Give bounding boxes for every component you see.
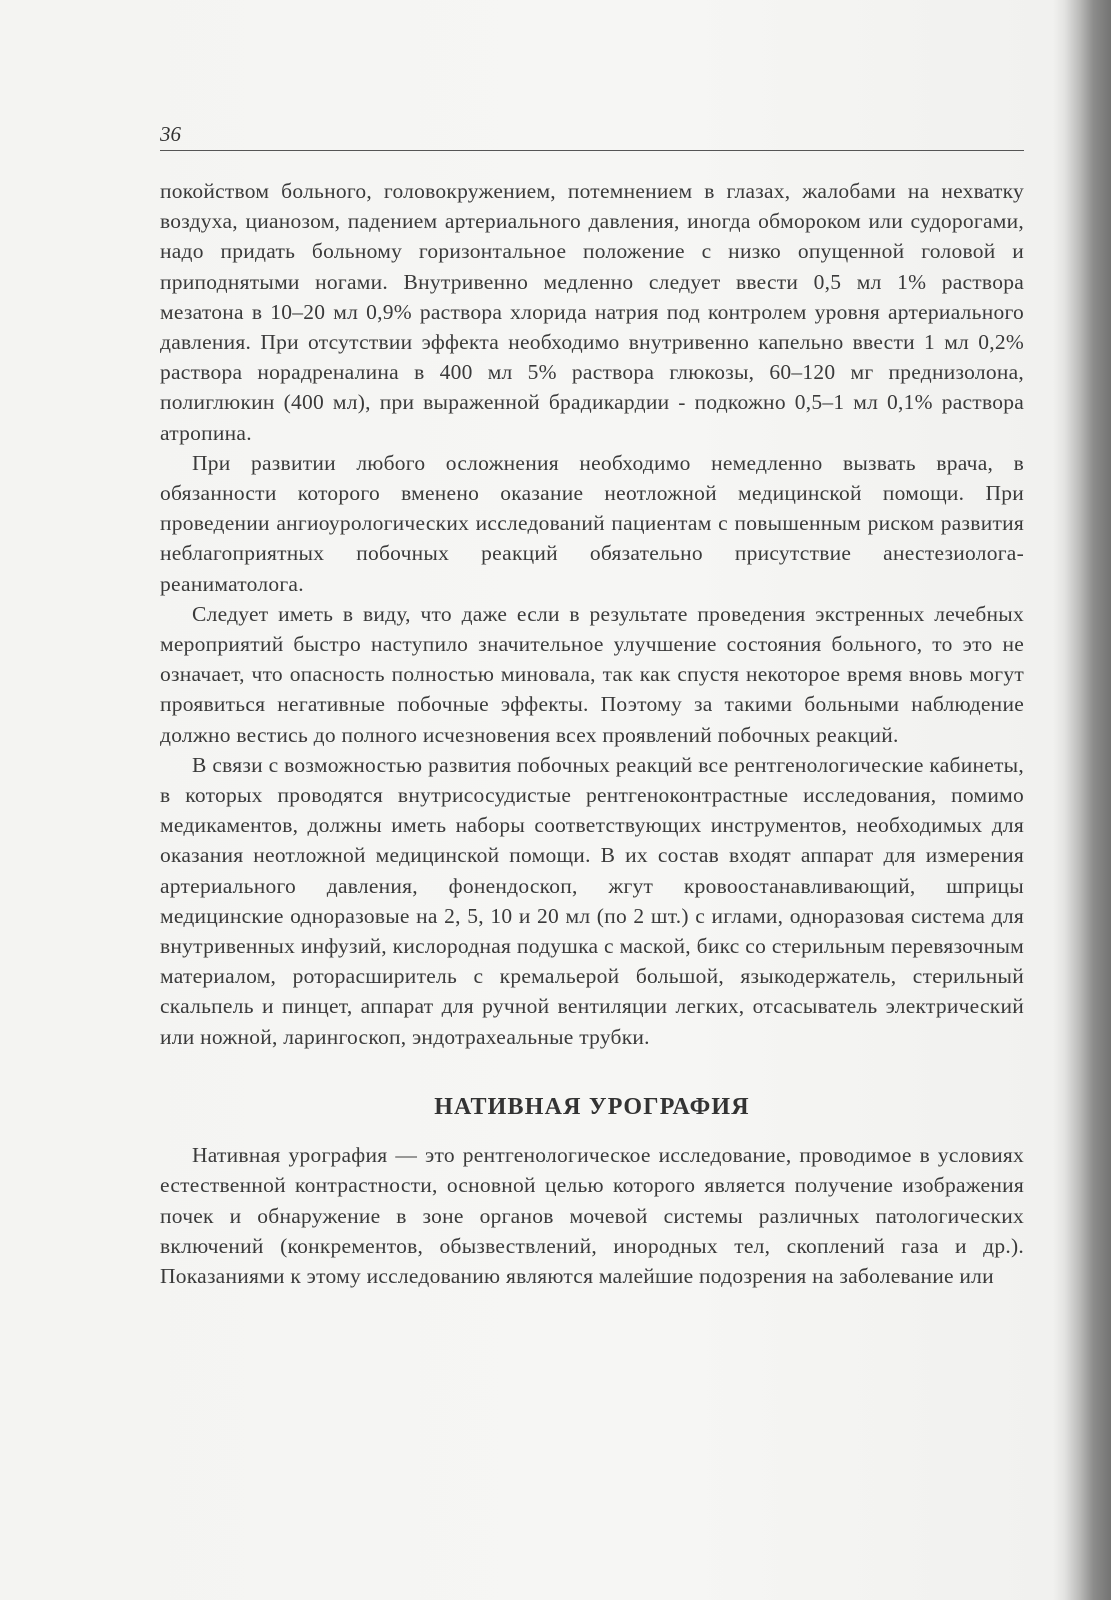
body-text	[160, 176, 1024, 1291]
paragraph: Следует иметь в виду, что даже если в результате проведения экстренных лечебных мероприятий быстро наступило значительное улучшение состояния больного, то это не означает, что опасность полностью миновала, так как спустя некоторое время вновь могут проявиться негативные побочные эффекты. Поэтому за такими больными наблюдение должно вестись до полного исчезновения всех проявлений побочных реакций.	[160, 601, 1024, 747]
page-header	[160, 122, 1024, 151]
paragraph: В связи с возможностью развития побочных реакций все рентгенологические кабинеты, в которых проводятся внутрисосудистые рентгеноконтрастные исследования, помимо медикаментов, должны иметь наборы соответствующих инструментов, необходимых для оказания неотложной медицинской помощи. В их состав входят аппарат для измерения артериального давления, фонендоскоп, жгут кровоостанавливающий, шприцы медицинские одноразовые на 2, 5, 10 и 20 мл (по 2 шт.) с иглами, одноразовая система для внутривенных инфузий, кислородная подушка с маской, бикс со стерильным перевязочным материалом, роторасширитель с кремальерой большой, языкодержатель, стерильный скальпель и пинцет, аппарат для ручной вентиляции легких, отсасыватель электрический или ножной, ларингоскоп, эндотрахеальные трубки.	[160, 752, 1024, 1049]
paragraph: При развитии любого осложнения необходимо немедленно вызвать врача, в обязанности которого вменено оказание неотложной медицинской помощи. При проведении ангиоурологических исследований пациентам с повышенным риском развития неблагоприятных побочных реакций обязательно присутствие анестезиолога-реаниматолога.	[160, 450, 1024, 596]
paragraph: Нативная урография — это рентгенологическое исследование, проводимое в условиях естественной контрастности, основной целью которого является получение изображения почек и обнаружение в зоне органов мочевой системы различных патологических включений (конкрементов, обызвествлений, инородных тел, скоплений газа и др.). Показаниями к этому исследованию являются малейшие подозрения на заболевание или	[160, 1143, 1024, 1288]
section-heading: НАТИВНАЯ УРОГРАФИЯ	[434, 1093, 750, 1120]
paragraph: покойством больного, головокружением, потемнением в глазах, жалобами на нехватку воздуха, цианозом, падением артериального давления, иногда обмороком или судорогами, надо придать больному горизонтальное положение с низко опущенной головой и приподнятыми ногами. Внутривенно медленно следует ввести 0,5 мл 1% раствора мезатона в 10–20 мл 0,9% раствора хлорида натрия под контролем уровня артериального давления. При отсутствии эффекта необходимо внутривенно капельно ввести 1 мл 0,2% раствора норадреналина в 400 мл 5% раствора глюкозы, 60–120 мг преднизолона, полиглюкин (400 мл), при выраженной брадикардии - подкожно 0,5–1 мл 0,1% раствора атропина.	[160, 179, 1024, 445]
page-number: 36	[160, 122, 181, 146]
binding-shadow	[1053, 0, 1111, 1600]
